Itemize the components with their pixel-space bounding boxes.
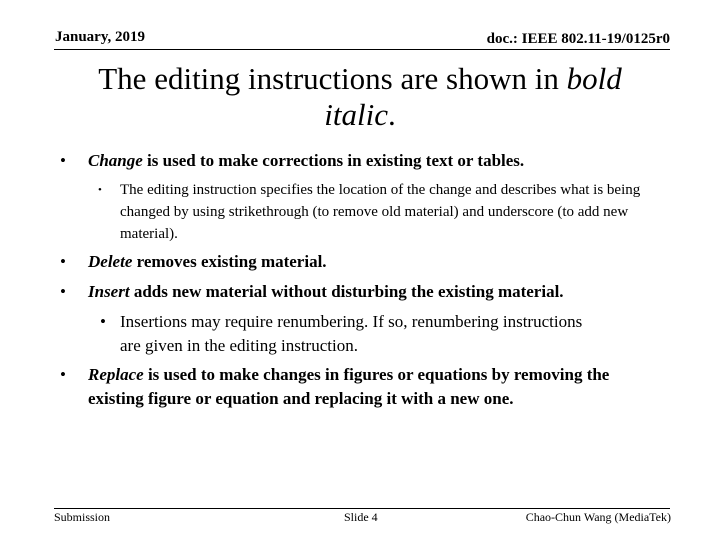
subbullet-insert (100, 310, 590, 358)
bullet-insert (60, 280, 688, 304)
subbullet-change (98, 179, 670, 245)
bullet-dot-icon: • (100, 312, 106, 331)
title-text: The editing instructions are shown in (98, 61, 567, 96)
bullet-keyword: Replace (88, 365, 144, 384)
bullet-keyword: Insert (88, 282, 130, 301)
bullet-dot-icon: • (60, 282, 66, 301)
bullet-dot-icon: • (60, 252, 66, 271)
bullet-text: is used to make corrections in existing text or tables. (142, 151, 525, 170)
header-doc-id: doc.: IEEE 802.11-19/0125r0 (486, 31, 670, 47)
bullet-change (60, 149, 688, 173)
bullet-delete (60, 250, 688, 274)
header-divider (54, 49, 670, 50)
subbullet-text: The editing instruction specifies the location of the change and describes what is being changed by using strikethrough (to remove old material) and underscore (to add new material). (120, 182, 641, 242)
title-emphasis: bold italic (324, 61, 622, 132)
bullet-text: is used to make changes in figures or equations by removing the existing figure or equation and replacing it with a new one. (88, 365, 610, 408)
footer-slide-number: Slide 4 (344, 510, 378, 524)
bullet-keyword: Change (88, 151, 143, 170)
header-date: January, 2019 (55, 29, 146, 45)
bullet-replace (60, 363, 648, 411)
slide-title (60, 61, 660, 133)
bullet-dot-icon: • (60, 151, 66, 170)
bullet-dot-icon: • (98, 184, 102, 196)
title-period: . (387, 97, 396, 132)
bullet-text: adds new material without disturbing the existing material. (129, 282, 564, 301)
footer-divider (54, 508, 670, 509)
bullet-text: removes existing material. (132, 252, 327, 271)
bullet-keyword: Delete (88, 252, 133, 271)
footer-submission: Submission (54, 510, 111, 524)
bullet-dot-icon: • (60, 365, 66, 384)
subbullet-text: Insertions may require renumbering. If so, renumbering instructions are given in the editing instruction. (120, 312, 583, 355)
footer-author: Chao-Chun Wang (MediaTek) (525, 510, 671, 524)
